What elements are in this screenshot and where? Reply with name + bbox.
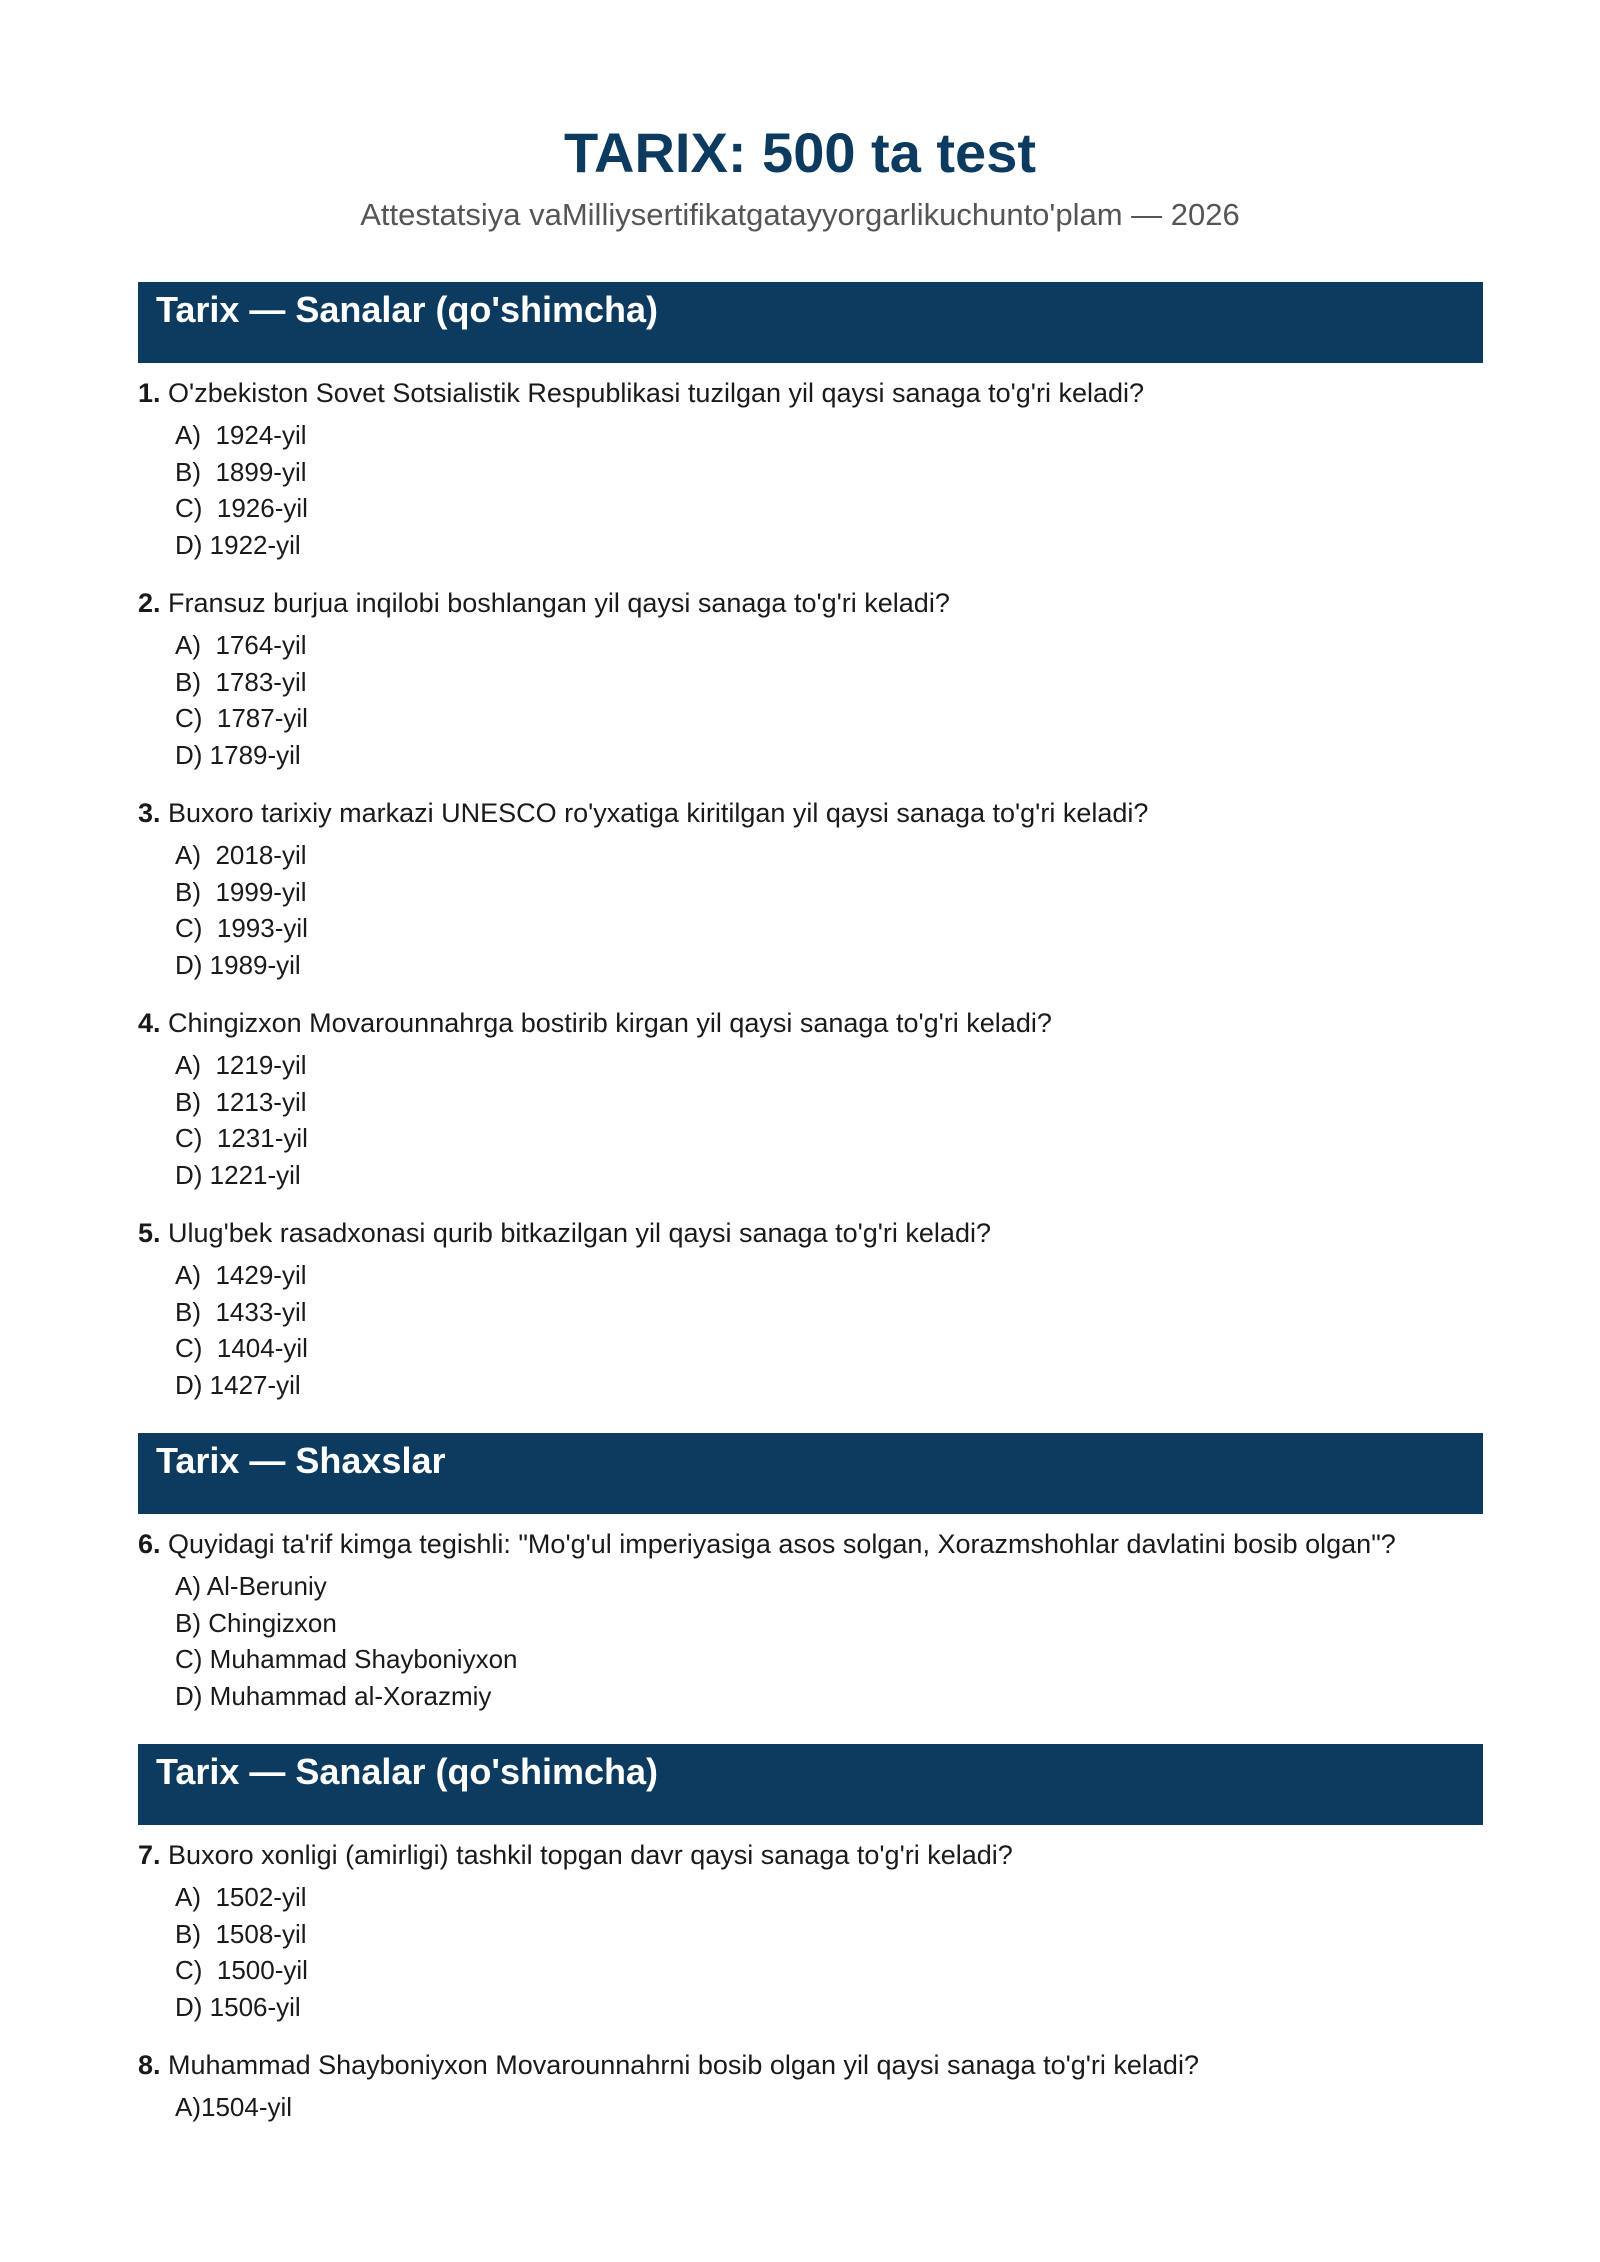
answer-option: D) 1221-yil [175,1159,301,1190]
answer-option: B) 1999-yil [175,876,307,907]
question-spacer [161,1008,169,1038]
question-text-line [138,1005,1483,1041]
question-text: Buxoro xonligi (amirligi) tashkil topgan davr qaysi sanaga to'g'ri keladi? [168,1840,1013,1870]
question-text-line [138,795,1483,831]
question-text-line [138,2047,1483,2083]
answer-option: D) 1989-yil [175,949,301,980]
section-header: Tarix — Sanalar (qo'shimcha) [138,1744,1483,1825]
answer-option: C) 1231-yil [175,1123,308,1153]
question-text: Chingizxon Movarounnahrga bostirib kirgan yil qaysi sanaga to'g'ri keladi? [168,1008,1052,1038]
question-text-line [138,585,1483,621]
question-number: 6. [138,1529,161,1559]
question-text-line [138,1837,1483,1873]
question-text-line [138,1526,1483,1562]
answer-option: B) 1899-yil [175,456,307,487]
question-spacer [161,2050,169,2080]
question-number: 5. [138,1218,161,1248]
test-section [138,282,1483,1403]
question-item [138,1837,1483,2025]
question-text: Buxoro tarixiy markazi UNESCO ro'yxatiga kiritilgan yil qaysi sanaga to'g'ri keladi? [168,798,1149,828]
question-spacer [161,798,169,828]
answer-option: D) 1789-yil [175,739,301,770]
answer-option: A)1504-yil [175,2092,293,2122]
answer-option: C) 1787-yil [175,703,308,733]
question-item [138,1526,1483,1714]
question-item [138,1005,1483,1193]
answer-option: A) 1502-yil [175,1882,307,1912]
question-text: Fransuz burjua inqilobi boshlangan yil qaysi sanaga to'g'ri keladi? [168,588,950,618]
answer-option: D) 1427-yil [175,1369,301,1400]
test-section [138,1744,1483,2126]
answer-options [175,2089,1483,2126]
question-number: 7. [138,1840,161,1870]
answer-option: B) 1508-yil [175,1918,307,1949]
answer-options [175,1047,1483,1193]
test-content [138,282,1483,2126]
answer-options [175,1257,1483,1403]
question-number: 3. [138,798,161,828]
answer-option: B) 1213-yil [175,1086,307,1117]
answer-options [175,837,1483,983]
question-text: Ulug'bek rasadxonasi qurib bitkazilgan yil qaysi sanaga to'g'ri keladi? [168,1218,991,1248]
answer-options [175,627,1483,773]
document-subtitle: Attestatsiya vaMilliysertifikatgatayyorgarlikuchunto'plam — 2026 [360,197,1240,232]
answer-option: A) 1764-yil [175,630,307,660]
answer-option: C) Muhammad Shayboniyxon [175,1644,518,1674]
answer-option: A) 1219-yil [175,1050,307,1080]
question-item [138,795,1483,983]
section-header: Tarix — Sanalar (qo'shimcha) [138,282,1483,363]
question-spacer [161,1529,169,1559]
answer-option: A) 2018-yil [175,840,307,870]
question-item [138,2047,1483,2126]
question-spacer [161,1218,169,1248]
question-text-line [138,375,1483,411]
document-title: TARIX: 500 ta test [564,121,1036,184]
question-item [138,375,1483,563]
answer-option: D) 1506-yil [175,1991,301,2022]
answer-options [175,1879,1483,2025]
answer-option: B) Chingizxon [175,1607,337,1638]
answer-option: A) Al-Beruniy [175,1571,327,1601]
question-spacer [161,1840,169,1870]
question-text: O'zbekiston Sovet Sotsialistik Respublikasi tuzilgan yil qaysi sanaga to'g'ri keladi? [168,378,1145,408]
answer-option: B) 1783-yil [175,666,307,697]
answer-option: C) 1500-yil [175,1955,308,1985]
question-text: Quyidagi ta'rif kimga tegishli: "Mo'g'ul imperiyasiga asos solgan, Xorazmshohlar davlatini bosib olgan"? [168,1529,1396,1559]
question-spacer [161,378,169,408]
question-spacer [161,588,169,618]
answer-option: A) 1924-yil [175,420,307,450]
answer-option: D) 1922-yil [175,529,301,560]
answer-option: C) 1404-yil [175,1333,308,1363]
question-number: 8. [138,2050,161,2080]
test-section [138,1433,1483,1714]
question-number: 1. [138,378,161,408]
answer-option: D) Muhammad al-Xorazmiy [175,1680,492,1711]
question-item [138,1215,1483,1403]
answer-option: C) 1993-yil [175,913,308,943]
answer-options [175,417,1483,563]
section-header: Tarix — Shaxslar [138,1433,1483,1514]
question-text: Muhammad Shayboniyxon Movarounnahrni bosib olgan yil qaysi sanaga to'g'ri keladi? [168,2050,1199,2080]
question-number: 2. [138,588,161,618]
answer-option: C) 1926-yil [175,493,308,523]
answer-options [175,1568,1483,1714]
answer-option: B) 1433-yil [175,1296,307,1327]
question-text-line [138,1215,1483,1251]
answer-option: A) 1429-yil [175,1260,307,1290]
question-item [138,585,1483,773]
question-number: 4. [138,1008,161,1038]
